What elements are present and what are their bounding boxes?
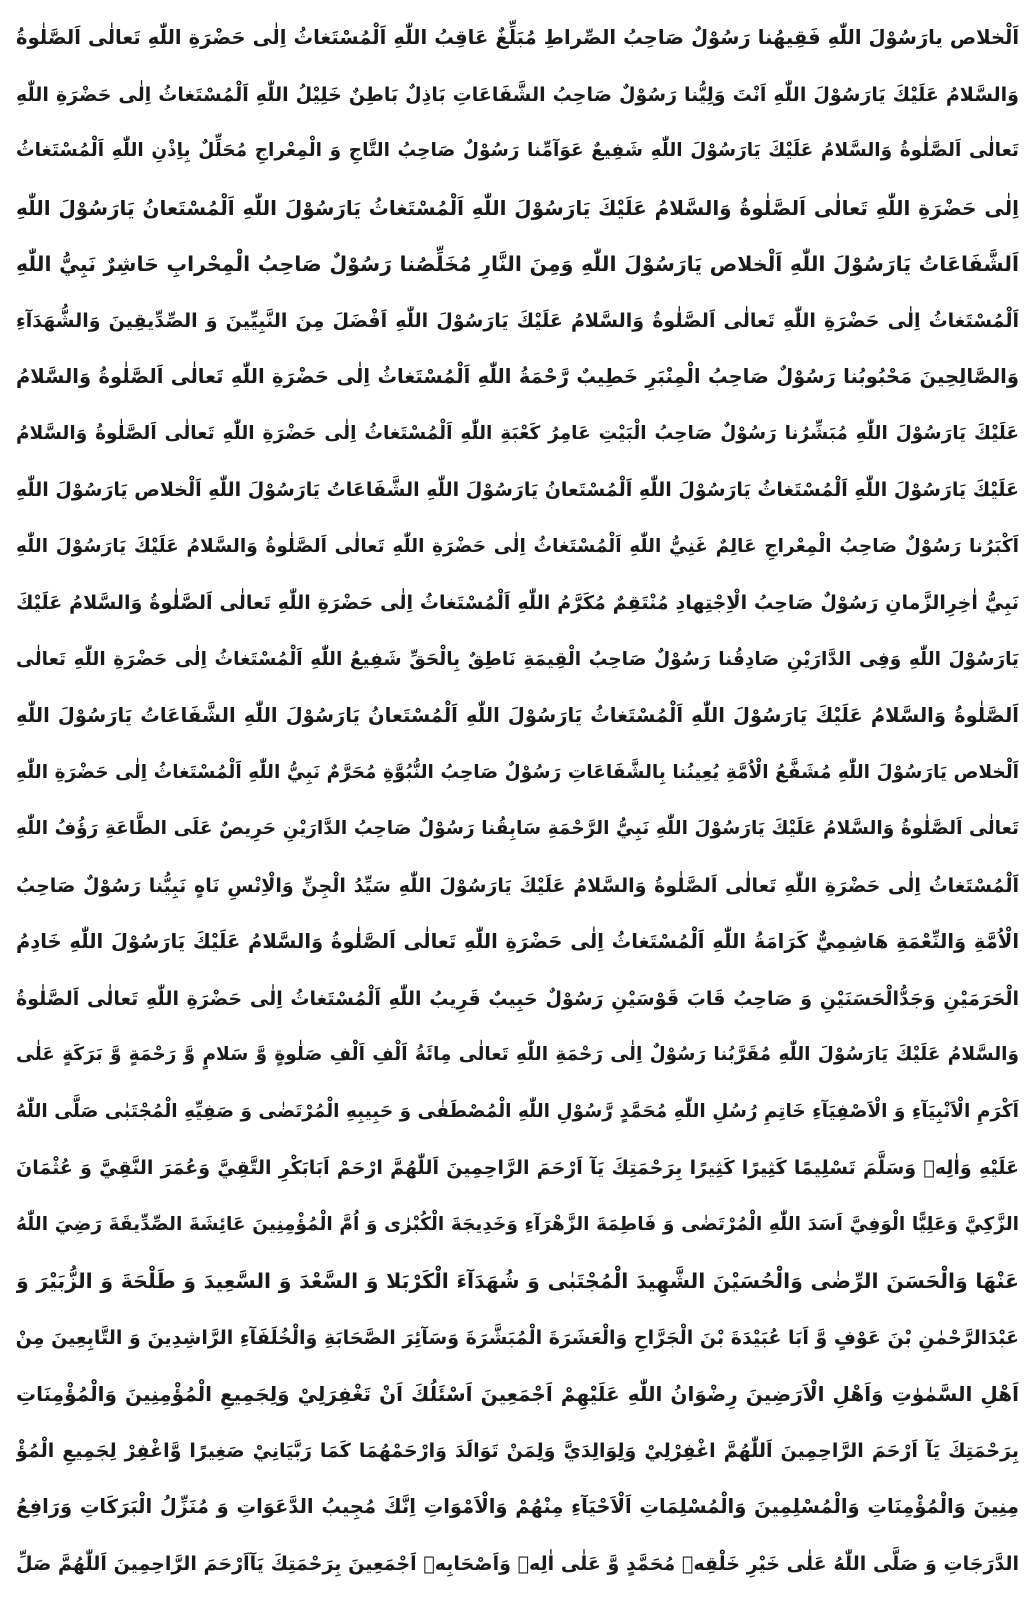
text-line: عَلَيْكَ يَارَسُوْلَ اللّٰهِ اَلْمُسْتَغاثُ يَارَسُوْلَ اللّٰهِ اَلْمُسْتَعانُ يَارَسُوْلَ اللّٰهِ الشَّفَاعَاتُ يَارَسُوْلَ اللّٰهِ اَلْخلاص يَارَسُوْلَ اللّٰهِ — [16, 479, 1019, 501]
text-line: عَنْهَا وَالْحَسَنَ الرِّضٰى وَالْحُسَيْنَ الشَّهِيدَ الْمُجْتَبٰى وَ شُهَدَآءَ الْكَرْبَلا وَ السَّعْدَ وَ السَّعِيدَ وَ طَلْحَةَ وَ الزُّبَيْرَ وَ — [16, 1269, 1019, 1293]
text-line: اَكْرَمِ الْاَنْبِيَآءِ وَ الْاَصْفِيَآءِ خَاتِمِ رُسُلِ اللّٰهِ مُحَمَّدٍ رَّسُوْلِ اللّٰهِ الْمُصْطَفٰى وَ حَبِيبِهِ الْمُرْتَضٰى وَ صَفِيِّهِ الْمُجْتَبٰى صَلَّى اللّٰهُ — [16, 1100, 1019, 1122]
text-line: اَلْخلاص يارَسُوْلَ اللّٰهِ فَقِيهُنا رَسُوْلٌ صَاحِبُ الصِّراطِ مُبَلِّغٌ عَاقِبُ اللّٰهِ اَلْمُسْتَغاثُ اِلٰى حَضْرَةِ اللّٰهِ تَعالٰى اَلصَّلٰوةُ — [16, 26, 1019, 49]
text-line: الدَّرَجَاتِ وَ صَلَّى اللّٰهُ عَلٰى خَيْرِ خَلْقِهٖ مُحَمَّدٍ وَّ عَلٰى اٰلِهٖ وَاَصْحَابِهٖ اَجْمَعِينَ بِرَحْمَتِكَ يَآاَرْحَمَ الرَّاحِمِينَ اَللّٰهُمَّ صَلِّ — [16, 1552, 1019, 1575]
text-line: اَلْخلاص يَارَسُوْلَ اللّٰهِ مُشَفَّعُ الْاُمَّةِ يُعِينُنا بِالشَّفَاعَاتِ رَسُوْلٌ صَاحِبُ النُّبُوَّةِ مُحَرَّمٌ نَبِيُّ اللّٰهِ اَلْمُسْتَغاثُ اِلٰى حَضْرَةِ اللّٰهِ — [16, 761, 1019, 783]
text-line: الزَّكِيَّ وَعَلِيًّا الْوَفِيَّ اَسَدَ اللّٰهِ الْمُرْتَضٰى وَ فَاطِمَةَ الزَّهْرَآءِ وَخَدِيجَةَ الْكُبْرٰى وَ اُمَّ الْمُؤْمِنِينَ عَائِشَةَ الصِّدِّيقَةَ رَضِيَ اللّٰهُ — [16, 1213, 1019, 1235]
text-line: وَالصَّالِحِينَ مَحْبُوبُنا رَسُوْلٌ صَاحِبُ الْمِنْبَرِ خَطِيبٌ رَّحْمَةُ اللّٰهِ اَلْمُسْتَغاثُ اِلٰى حَضْرَةِ اللّٰهِ تَعالٰى اَلصَّلٰوةُ وَالسَّلامُ — [16, 365, 1019, 388]
text-line: اَهْلِ السَّمٰوٰتِ وَاَهْلِ الْاَرَضِينَ رِضْوَانُ اللّٰهِ عَلَيْهِمْ اَجْمَعِينَ اَسْئَلُكَ اَنْ تَغْفِرَلِيْ وَلِجَمِيعِ الْمُؤْمِنِينَ وَالْمُؤْمِنَاتِ — [16, 1382, 1019, 1406]
text-line: مِنِينَ وَالْمُؤْمِنَاتِ وَالْمُسْلِمِينَ وَالْمُسْلِمَاتِ اَلْاَحْيَآءِ مِنْهُمْ وَالْاَمْوَاتِ اِنَّكَ مُجِيبُ الدَّعَوَاتِ وَ مُنَزِّلُ الْبَرَكَاتِ وَرَافِعُ — [16, 1495, 1019, 1518]
text-line: وَالسَّلامُ عَلَيْكَ يَارَسُوْلَ اللّٰهِ مُقَرَّبُنا رَسُوْلٌ اِلٰى رَحْمَةِ اللّٰهِ تَعالٰى مِائَةُ اَلْفِ اَلْفِ صَلٰوةٍ وَّ سَلامٍ وَّ رَحْمَةٍ وَّ بَرَكَةٍ عَلٰى — [16, 1044, 1019, 1065]
text-line: وَالسَّلامُ عَلَيْكَ يَارَسُوْلَ اللّٰهِ اَنْتَ وَلِيُّنا رَسُوْلٌ صَاحِبُ الشَّفَاعَاتِ بَاذِلٌ بَاطِنٌ خَلِيْلُ اللّٰهِ اَلْمُسْتَغاثُ اِلٰى حَضْرَةِ اللّٰهِ — [16, 83, 1019, 106]
text-line: اَلْمُسْتَغاثُ اِلٰى حَضْرَةِ اللّٰهِ تَعالٰى اَلصَّلٰوةُ وَالسَّلامُ عَلَيْكَ يَارَسُوْلَ اللّٰهِ سَيِّدُ الْجِنِّ وَالْاِنْسِ نَاهٍ نَبِيُّنا رَسُوْلٌ صَاحِبُ — [16, 874, 1019, 897]
text-line: الْاُمَّةِ وَالنِّعْمَةِ هَاشِمِيٌّ كَرَامَةُ اللّٰهِ اَلْمُسْتَغاثُ اِلٰى حَضْرَةِ اللّٰهِ تَعالٰى اَلصَّلٰوةُ وَالسَّلامُ عَلَيْكَ يَارَسُوْلَ اللّٰهِ خَادِمُ — [16, 930, 1019, 953]
text-line: عَلَيْهِ وَاٰلِهٖ وَسَلَّمَ تَسْلِيمًا كَثِيرًا كَثِيرًا بِرَحْمَتِكَ يَآ اَرْحَمَ الرَّاحِمِينَ اَللّٰهُمَّ ارْحَمْ اَبَابَكْرِ التَّقِيَّ وَعُمَرَ النَّقِيَّ وَ عُثْمَانَ — [16, 1157, 1019, 1179]
text-line: اَكْبَرُنا رَسُوْلٌ صَاحِبُ الْمِعْراجِ عَالِمٌ غَنِيُّ اللّٰهِ اَلْمُسْتَغاثُ اِلٰى حَضْرَةِ اللّٰهِ تَعالٰى اَلصَّلٰوةُ وَالسَّلامُ عَلَيْكَ يَارَسُوْلَ اللّٰهِ — [16, 535, 1019, 557]
text-line: بِرَحْمَتِكَ يَآ اَرْحَمَ الرَّاحِمِينَ اَللّٰهُمَّ اغْفِرْلِيْ وَلِوَالِدَيَّ وَلِمَنْ تَوَالَدَ وَارْحَمْهُمَا كَمَا رَبَّيَانِيْ صَغِيرًا وَّاغْفِرْ لِجَمِيعِ الْمُؤْ — [16, 1439, 1019, 1462]
text-line: اَلْمُسْتَغاثُ اِلٰى حَضْرَةِ اللّٰهِ تَعالٰى اَلصَّلٰوةُ وَالسَّلامُ عَلَيْكَ يَارَسُوْلَ اللّٰهِ اَفْضَلَ مِنَ النَّبِيِّينَ وَ الصِّدِّيقِينَ وَالشُّهَدَآءِ — [16, 309, 1019, 332]
text-line: عَبْدَالرَّحْمٰنِ بْنَ عَوْفٍ وَّ اَبَا عُبَيْدَةَ بْنَ الْجَرَّاحِ وَالْعَشَرَةَ الْمُبَشَّرَةَ وَسَآئِرَ الصَّحَابَةِ وَالْخُلَفَآءِ الرَّاشِدِينَ وَ التَّابِعِينَ مِنْ — [16, 1326, 1019, 1349]
text-line: نَبِيُّ اٰخِرِالزَّمانِ رَسُوْلٌ صَاحِبُ الْاِجْتِهادِ مُنْتَقِمٌ مُكَرَّمُ اللّٰهِ اَلْمُسْتَغاثُ اِلٰى حَضْرَةِ اللّٰهِ تَعالٰى اَلصَّلٰوةُ وَالسَّلامُ عَلَيْكَ — [16, 592, 1019, 614]
text-line: تَعالٰى اَلصَّلٰوةُ وَالسَّلامُ عَلَيْكَ يَارَسُوْلَ اللّٰهِ نَبِيُّ الرَّحْمَةِ سَابِقُنا رَسُوْلٌ صَاحِبُ الدَّارَيْنِ حَرِيصٌ عَلَى الطَّاعَةِ رَؤُفُ اللّٰهِ — [16, 818, 1019, 839]
text-line: عَلَيْكَ يَارَسُوْلَ اللّٰهِ مُبَشِّرُنا رَسُوْلٌ صَاحِبُ الْبَيْتِ عَامِرُ كَعْبَةِ اللّٰهِ اَلْمُسْتَغاثُ اِلٰى حَضْرَةِ اللّٰهِ تَعالٰى اَلصَّلٰوةُ وَالسَّلامُ — [16, 422, 1019, 444]
text-line: الْحَرَمَيْنِ وَجَدُّالْحَسَنَيْنِ وَ صَاحِبُ قَابَ قَوْسَيْنِ رَسُوْلٌ حَبِيبٌ قَرِيبُ اللّٰهِ اَلْمُسْتَغاثُ اِلٰى حَضْرَةِ اللّٰهِ تَعالٰى اَلصَّلٰوةُ — [16, 987, 1019, 1010]
text-line: اَلصَّلٰوةُ وَالسَّلامُ عَلَيْكَ يَارَسُوْلَ اللّٰهِ اَلْمُسْتَغاثُ يَارَسُوْلَ اللّٰهِ اَلْمُسْتَعانُ يَارَسُوْلَ اللّٰهِ الشَّفَاعَاتُ يَارَسُوْلَ اللّٰهِ — [16, 704, 1019, 727]
text-line: يَارَسُوْلَ اللّٰهِ وَفِى الدَّارَيْنِ صَادِقُنا رَسُوْلٌ صَاحِبُ الْقِيمَةِ نَاطِقٌ بِالْحَقِّ شَفِيعُ اللّٰهِ اَلْمُسْتَغاثُ اِلٰى حَضْرَةِ اللّٰهِ تَعالٰى — [16, 648, 1019, 670]
text-line: تَعالٰى اَلصَّلٰوةُ وَالسَّلامُ عَلَيْكَ يَارَسُوْلَ اللّٰهِ شَفِيعٌ عَوَآمِّنا رَسُوْلٌ صَاحِبُ التَّاجِ وَ الْمِعْراجِ مُحَلِّلٌ بِاِذْنِ اللّٰهِ اَلْمُسْتَغاثُ — [16, 140, 1019, 161]
arabic-prayer-text — [16, 10, 1019, 1592]
text-line: اَلشَّفَاعَاتُ يَارَسُوْلَ اللّٰهِ اَلْخلاص يَارَسُوْلَ اللّٰهِ وَمِنَ النَّارِ مُخَلِّصُنا رَسُوْلٌ صَاحِبُ الْمِحْرابِ حَاشِرٌ نَبِيُّ اللّٰهِ — [16, 252, 1019, 276]
text-line: اِلٰى حَضْرَةِ اللّٰهِ تَعالٰى اَلصَّلٰوةُ وَالسَّلامُ عَلَيْكَ يَارَسُوْلَ اللّٰهِ اَلْمُسْتَغاثُ يَارَسُوْلَ اللّٰهِ اَلْمُسْتَعانُ يَارَسُوْلَ اللّٰهِ — [16, 195, 1019, 220]
